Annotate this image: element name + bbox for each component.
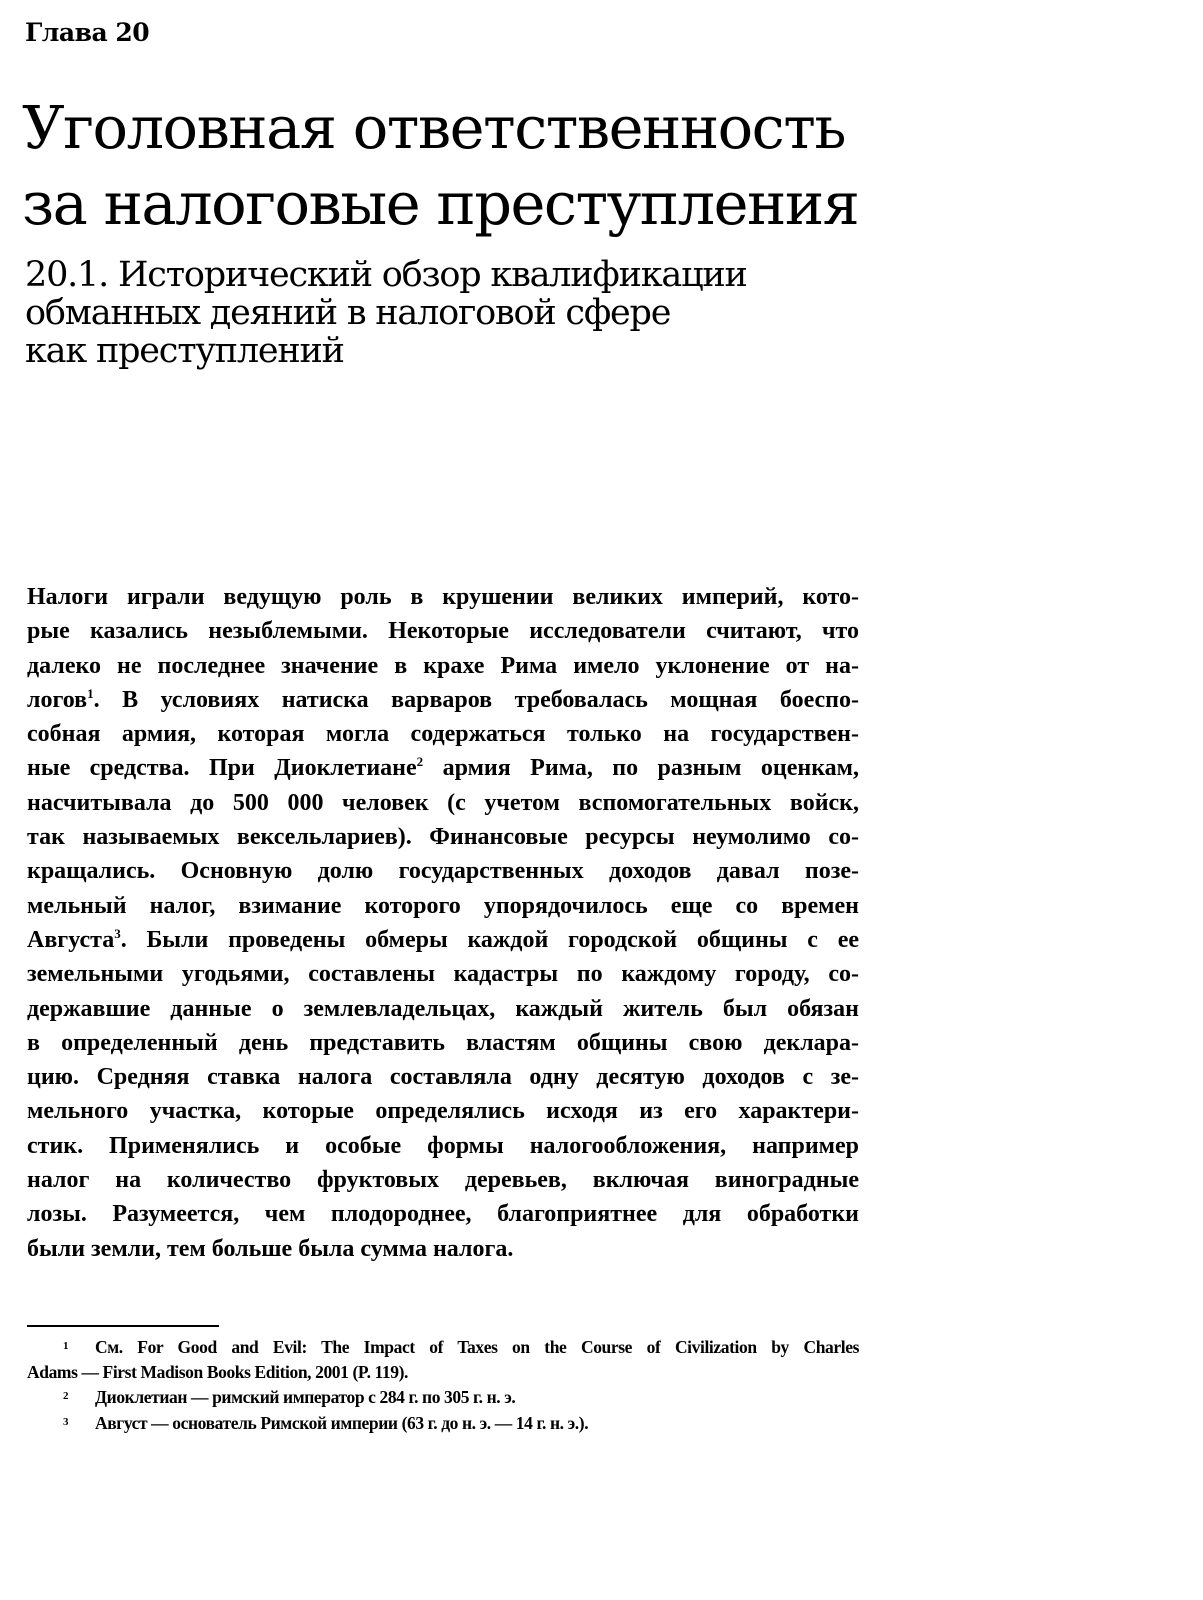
footnote-2 — [27, 1384, 859, 1410]
section-title-line: как преступлений — [25, 331, 344, 371]
chapter-title-line: за налоговые преступления — [22, 169, 859, 238]
section-title-line: 20.1. Исторический обзор квалификации — [25, 255, 747, 295]
body-line: были земли, тем больше была сумма налога. — [27, 1235, 514, 1262]
body-line: в определенный день представить властям общины свою деклара- — [27, 1029, 859, 1056]
footnote-text: Август — основатель Римской империи (63 г. до н. э. — 14 г. н. э.). — [95, 1412, 589, 1433]
footnote-1-continued: Adams — First Madison Books Edition, 2001 (P. 119). — [27, 1361, 409, 1382]
body-line-part: армия Рима, по разным оценкам, — [423, 755, 859, 782]
body-line: мельный налог, взимание которого упорядочилось еще со времен — [27, 892, 859, 919]
body-line: насчитывала до 500 000 человек (с учетом вспомогательных войск, — [27, 789, 859, 816]
footnote-divider — [27, 1325, 219, 1327]
footnote-text: Диоклетиан — римский император с 284 г. по 305 г. н. э. — [95, 1387, 516, 1407]
body-line: рые казались незыблемыми. Некоторые исследователи считают, что — [27, 618, 859, 645]
body-line: цию. Средняя ставка налога составляла одну десятую доходов с зе- — [27, 1064, 859, 1091]
body-line: так называемых вексельлариев). Финансовые ресурсы неумолимо со- — [27, 824, 859, 851]
body-line — [27, 751, 859, 785]
body-line-part: . В условиях натиска варваров требовалась мощная боеспо- — [93, 686, 859, 713]
body-line: налог на количество фруктовых деревьев, включая виноградные — [27, 1167, 859, 1194]
footnotes — [27, 1334, 859, 1435]
body-line: Налоги играли ведущую роль в крушении великих империй, кото- — [27, 584, 859, 610]
footnote-ref[interactable]: 2 — [416, 754, 424, 770]
footnote-ref[interactable]: 1 — [87, 685, 94, 701]
footnote-ref[interactable]: 3 — [114, 925, 121, 941]
chapter-title — [22, 90, 922, 242]
footnote-3 — [27, 1410, 859, 1436]
body-line: мельного участка, которые определялись исходя из его характери- — [27, 1098, 859, 1125]
body-line-part: . Были проведены обмеры каждой городской общины с ее — [120, 926, 859, 953]
footnote-text: См. For Good and Evil: The Impact of Taxes on the Course of Civilization by Charles — [95, 1337, 859, 1357]
body-line-part: Августа — [27, 926, 115, 953]
section-title — [25, 256, 925, 370]
body-line: стик. Применялись и особые формы налогообложения, например — [27, 1132, 859, 1159]
body-line — [27, 923, 859, 957]
body-line-part: ные средства. При Диоклетиане — [27, 755, 417, 782]
body-line: державшие данные о землевладельцах, каждый житель был обязан — [27, 995, 859, 1022]
body-paragraph — [27, 580, 859, 1266]
body-line: собная армия, которая могла содержаться только на государствен- — [27, 721, 859, 748]
chapter-title-line: Уголовная ответственность — [22, 93, 845, 162]
section-title-line: обманных деяний в налоговой сфере — [25, 293, 671, 333]
chapter-label: Глава 20 — [25, 18, 150, 47]
body-line: далеко не последнее значение в крахе Рима имело уклонение от на- — [27, 652, 859, 679]
footnote-marker: 3 — [63, 1415, 69, 1428]
body-line: кращались. Основную долю государственных доходов давал позе- — [27, 858, 859, 885]
body-line: лозы. Разумеется, чем плодороднее, благоприятнее для обработки — [27, 1201, 859, 1228]
footnote-marker: 2 — [63, 1390, 69, 1402]
body-line: земельными угодьями, составлены кадастры по каждому городу, со- — [27, 961, 859, 988]
footnote-marker: 1 — [63, 1340, 69, 1352]
body-line — [27, 683, 859, 717]
body-line-part: логов — [27, 686, 88, 713]
footnote-1 — [27, 1334, 859, 1360]
